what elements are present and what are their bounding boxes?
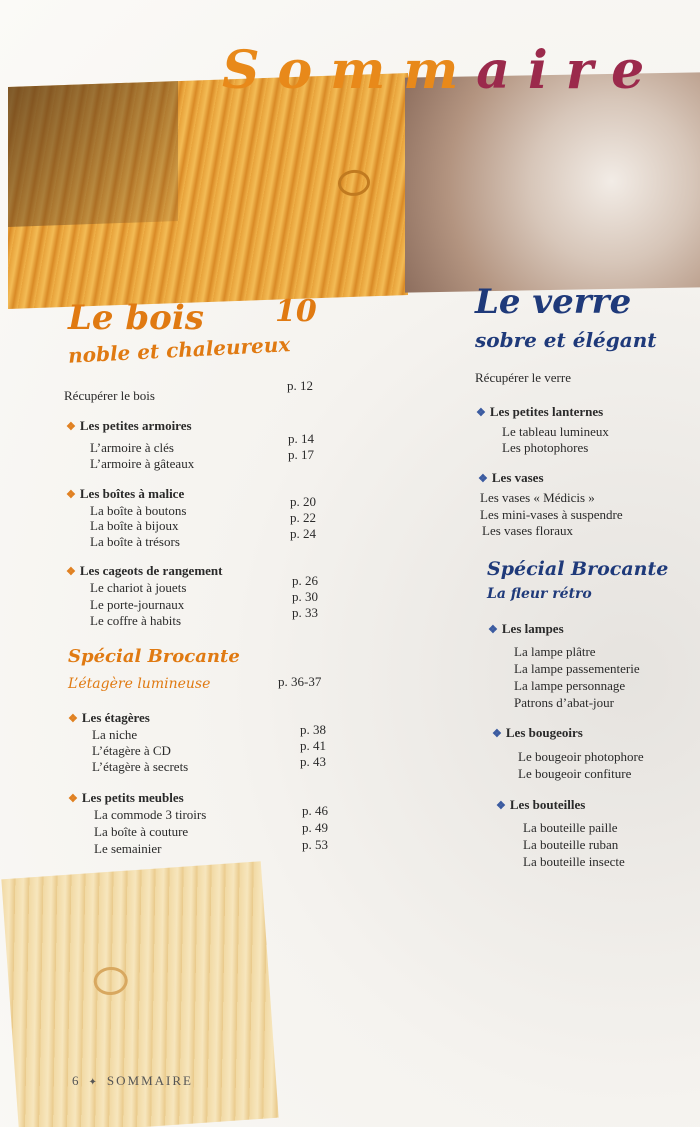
- diamond-icon: ❖: [66, 421, 76, 433]
- toc-page: p. 17: [288, 447, 314, 462]
- diamond-icon: ❖: [66, 489, 76, 501]
- toc-entry: La lampe personnage: [514, 678, 626, 693]
- toc-entry: Le tableau lumineux: [502, 424, 609, 439]
- glass-photo: [405, 72, 700, 292]
- brocante-title-verre: Spécial Brocante: [487, 558, 669, 580]
- toc-entry: Le porte-journaux: [90, 597, 185, 612]
- wood-shadow: [8, 81, 178, 227]
- toc-page: p. 20: [290, 494, 316, 509]
- diamond-icon: ❖: [476, 407, 486, 419]
- footer-separator-icon: ✦: [88, 1077, 99, 1088]
- toc-group-heading: [496, 797, 585, 813]
- toc-page: p. 53: [302, 837, 328, 852]
- toc-entry: L’étagère à secrets: [92, 759, 189, 774]
- toc-page: p. 41: [300, 738, 326, 753]
- toc-entry: La boîte à bijoux: [90, 518, 179, 533]
- toc-entry: Les mini-vases à suspendre: [480, 507, 623, 522]
- page-title: [222, 40, 662, 101]
- toc-page: p. 49: [302, 820, 328, 835]
- toc-group-heading: [68, 790, 184, 806]
- toc-group-label: Les lampes: [501, 621, 564, 636]
- toc-page: p. 38: [300, 722, 326, 737]
- toc-entry: La bouteille insecte: [523, 854, 625, 869]
- toc-entry: La boîte à couture: [94, 824, 189, 839]
- toc-entry: L’étagère à CD: [92, 743, 171, 758]
- toc-entry: Le bougeoir photophore: [518, 749, 644, 764]
- page-footer: [72, 1073, 193, 1089]
- footer-label: SOMMAIRE: [106, 1073, 193, 1088]
- toc-page: p. 14: [288, 431, 314, 446]
- toc-group-label: Les vases: [491, 470, 544, 485]
- page-title-purple: aire: [476, 40, 663, 101]
- toc-page: p. 33: [292, 605, 318, 620]
- toc-group-label: Les boîtes à malice: [79, 486, 185, 501]
- diamond-icon: ❖: [68, 793, 78, 805]
- toc-page: p. 22: [290, 510, 316, 525]
- toc-page: p. 12: [287, 378, 313, 393]
- page-title-orange: Somm: [222, 40, 477, 101]
- bois-subtitle: noble et chaleureux: [67, 332, 291, 368]
- wood-photo-top: [8, 73, 408, 309]
- toc-page: p. 46: [302, 803, 328, 818]
- verre-subtitle: sobre et élégant: [475, 328, 657, 352]
- toc-entry: Le bougeoir confiture: [518, 766, 632, 781]
- toc-entry: La boîte à boutons: [90, 503, 187, 518]
- toc-group-label: Les cageots de rangement: [79, 563, 223, 578]
- toc-group-heading: [478, 470, 544, 486]
- toc-entry: La commode 3 tiroirs: [94, 807, 207, 822]
- toc-entry: L’armoire à gâteaux: [90, 456, 195, 471]
- toc-page: p. 36-37: [278, 674, 322, 689]
- toc-page: p. 30: [292, 589, 318, 604]
- toc-entry: La lampe plâtre: [514, 644, 596, 659]
- toc-group-label: Les bougeoirs: [505, 725, 583, 740]
- brocante-subtitle-verre: La fleur rétro: [487, 586, 592, 602]
- toc-entry: Le coffre à habits: [90, 613, 182, 628]
- toc-entry: Le chariot à jouets: [90, 580, 187, 595]
- toc-entry: Récupérer le verre: [475, 370, 571, 385]
- toc-entry: Patrons d’abat-jour: [514, 695, 615, 710]
- toc-entry: Les vases floraux: [482, 523, 573, 538]
- toc-entry: La bouteille ruban: [523, 837, 619, 852]
- toc-page: p. 24: [290, 526, 316, 541]
- toc-entry: Les vases « Médicis »: [480, 490, 595, 505]
- toc-group-label: Les petits meubles: [81, 790, 184, 805]
- toc-group-heading: [66, 418, 192, 434]
- diamond-icon: ❖: [478, 473, 488, 485]
- toc-group-label: Les petites lanternes: [489, 404, 604, 419]
- wood-knot-bottom: [93, 966, 129, 996]
- diamond-icon: ❖: [496, 800, 506, 812]
- brocante-title-bois: Spécial Brocante: [68, 646, 240, 667]
- brocante-subtitle-bois: L’étagère lumineuse: [68, 676, 211, 692]
- toc-group-label: Les petites armoires: [79, 418, 192, 433]
- toc-entry: L’armoire à clés: [90, 440, 174, 455]
- toc-group-heading: [66, 563, 222, 579]
- wood-knot: [338, 169, 370, 196]
- toc-group-heading: [66, 486, 184, 502]
- toc-group-heading: [68, 710, 150, 726]
- toc-entry: Les photophores: [502, 440, 589, 455]
- toc-entry: Le semainier: [94, 841, 162, 856]
- toc-group-heading: [488, 621, 564, 637]
- bois-title: Le bois: [68, 298, 204, 338]
- verre-title: Le verre: [475, 282, 632, 322]
- toc-entry: La boîte à trésors: [90, 534, 180, 549]
- diamond-icon: ❖: [492, 728, 502, 740]
- toc-page: p. 26: [292, 573, 318, 588]
- toc-entry: La niche: [92, 727, 138, 742]
- toc-group-label: Les étagères: [81, 710, 150, 725]
- toc-group-label: Les bouteilles: [509, 797, 586, 812]
- toc-page: p. 43: [300, 754, 326, 769]
- toc-group-heading: [476, 404, 603, 420]
- toc-entry: Récupérer le bois: [64, 388, 155, 403]
- footer-page-number: 6: [72, 1073, 81, 1088]
- diamond-icon: ❖: [66, 566, 76, 578]
- diamond-icon: ❖: [488, 624, 498, 636]
- toc-entry: La bouteille paille: [523, 820, 618, 835]
- bois-page-number: 10: [275, 294, 317, 329]
- toc-entry: La lampe passementerie: [514, 661, 640, 676]
- diamond-icon: ❖: [68, 713, 78, 725]
- toc-group-heading: [492, 725, 583, 741]
